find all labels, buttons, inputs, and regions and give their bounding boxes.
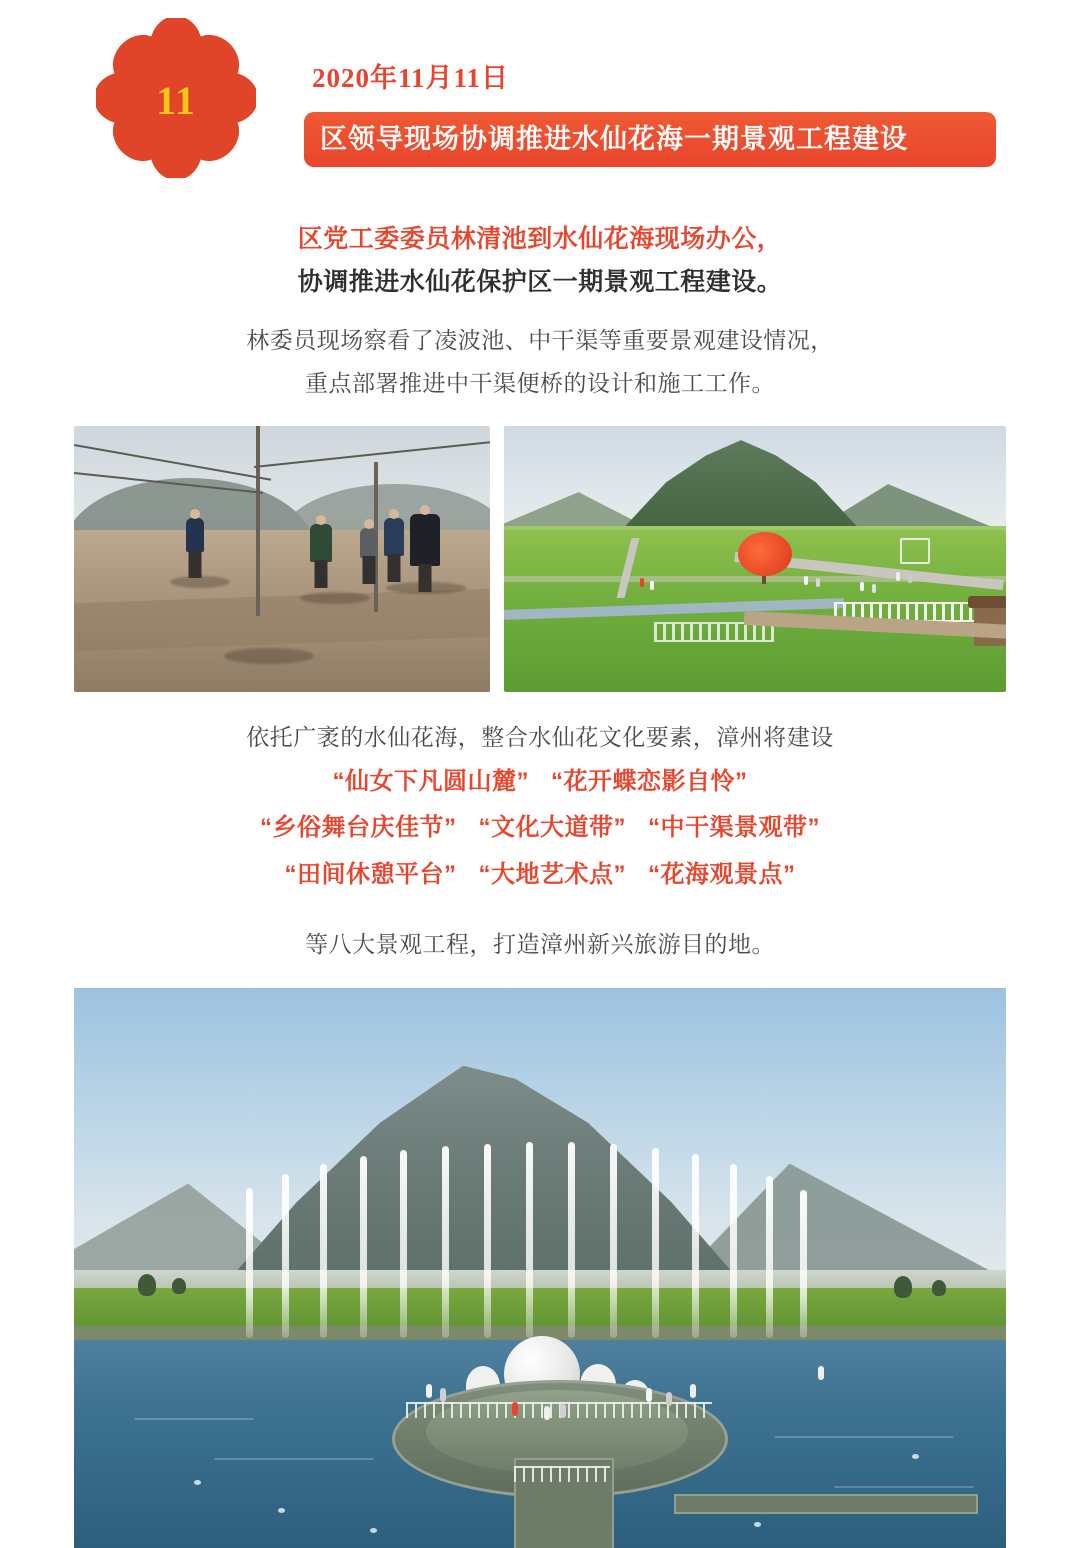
figure (360, 528, 377, 558)
figure (384, 518, 404, 556)
body-paragraph (0, 319, 1080, 404)
project-item: “花海观景点” (648, 861, 796, 889)
lead-line-1: 区党工委委员林清池到水仙花海现场办公， (297, 225, 783, 253)
middle-intro: 依托广袤的水仙花海，整合水仙花文化要素，漳州将建设 (246, 724, 834, 751)
project-line-1 (0, 759, 1080, 806)
project-item: “乡俗舞台庆佳节” (260, 814, 457, 842)
page-header (0, 0, 1080, 200)
body-line-2: 重点部署推进中干渠便桥的设计和施工工作。 (305, 369, 775, 396)
flower-badge-icon (96, 18, 256, 178)
project-line-3 (0, 852, 1080, 899)
badge-number: 11 (156, 77, 196, 123)
project-item: “田间休憩平台” (284, 861, 457, 889)
body-line-1: 林委员现场察看了凌波池、中干渠等重要景观建设情况， (246, 327, 834, 353)
lead-line-2: 协调推进水仙花保护区一期景观工程建设。 (297, 267, 783, 296)
photo-field-rendering (504, 426, 1006, 692)
lead-block (0, 218, 1080, 303)
project-line-2 (0, 805, 1080, 852)
article-title-bar (304, 112, 996, 167)
figure (186, 518, 204, 552)
project-item: “仙女下凡圆山麓” (332, 767, 529, 795)
project-item: “大地艺术点” (478, 861, 626, 889)
middle-outro: 等八大景观工程，打造漳州新兴旅游目的地。 (305, 931, 775, 958)
page-title: 区领导现场协调推进水仙花海一期景观工程建设 (320, 124, 908, 154)
figure (410, 514, 440, 566)
project-item: “中干渠景观带” (648, 814, 820, 842)
article-date: 2020年11月11日 (312, 63, 510, 93)
photo-site-inspection (74, 426, 490, 692)
photo-fountain-rendering (74, 988, 1006, 1548)
project-item: “花开蝶恋影自怜” (551, 767, 748, 795)
photo-row (74, 426, 1006, 692)
walkway-side (674, 1494, 978, 1514)
project-item: “文化大道带” (478, 814, 626, 842)
figure (310, 524, 332, 562)
